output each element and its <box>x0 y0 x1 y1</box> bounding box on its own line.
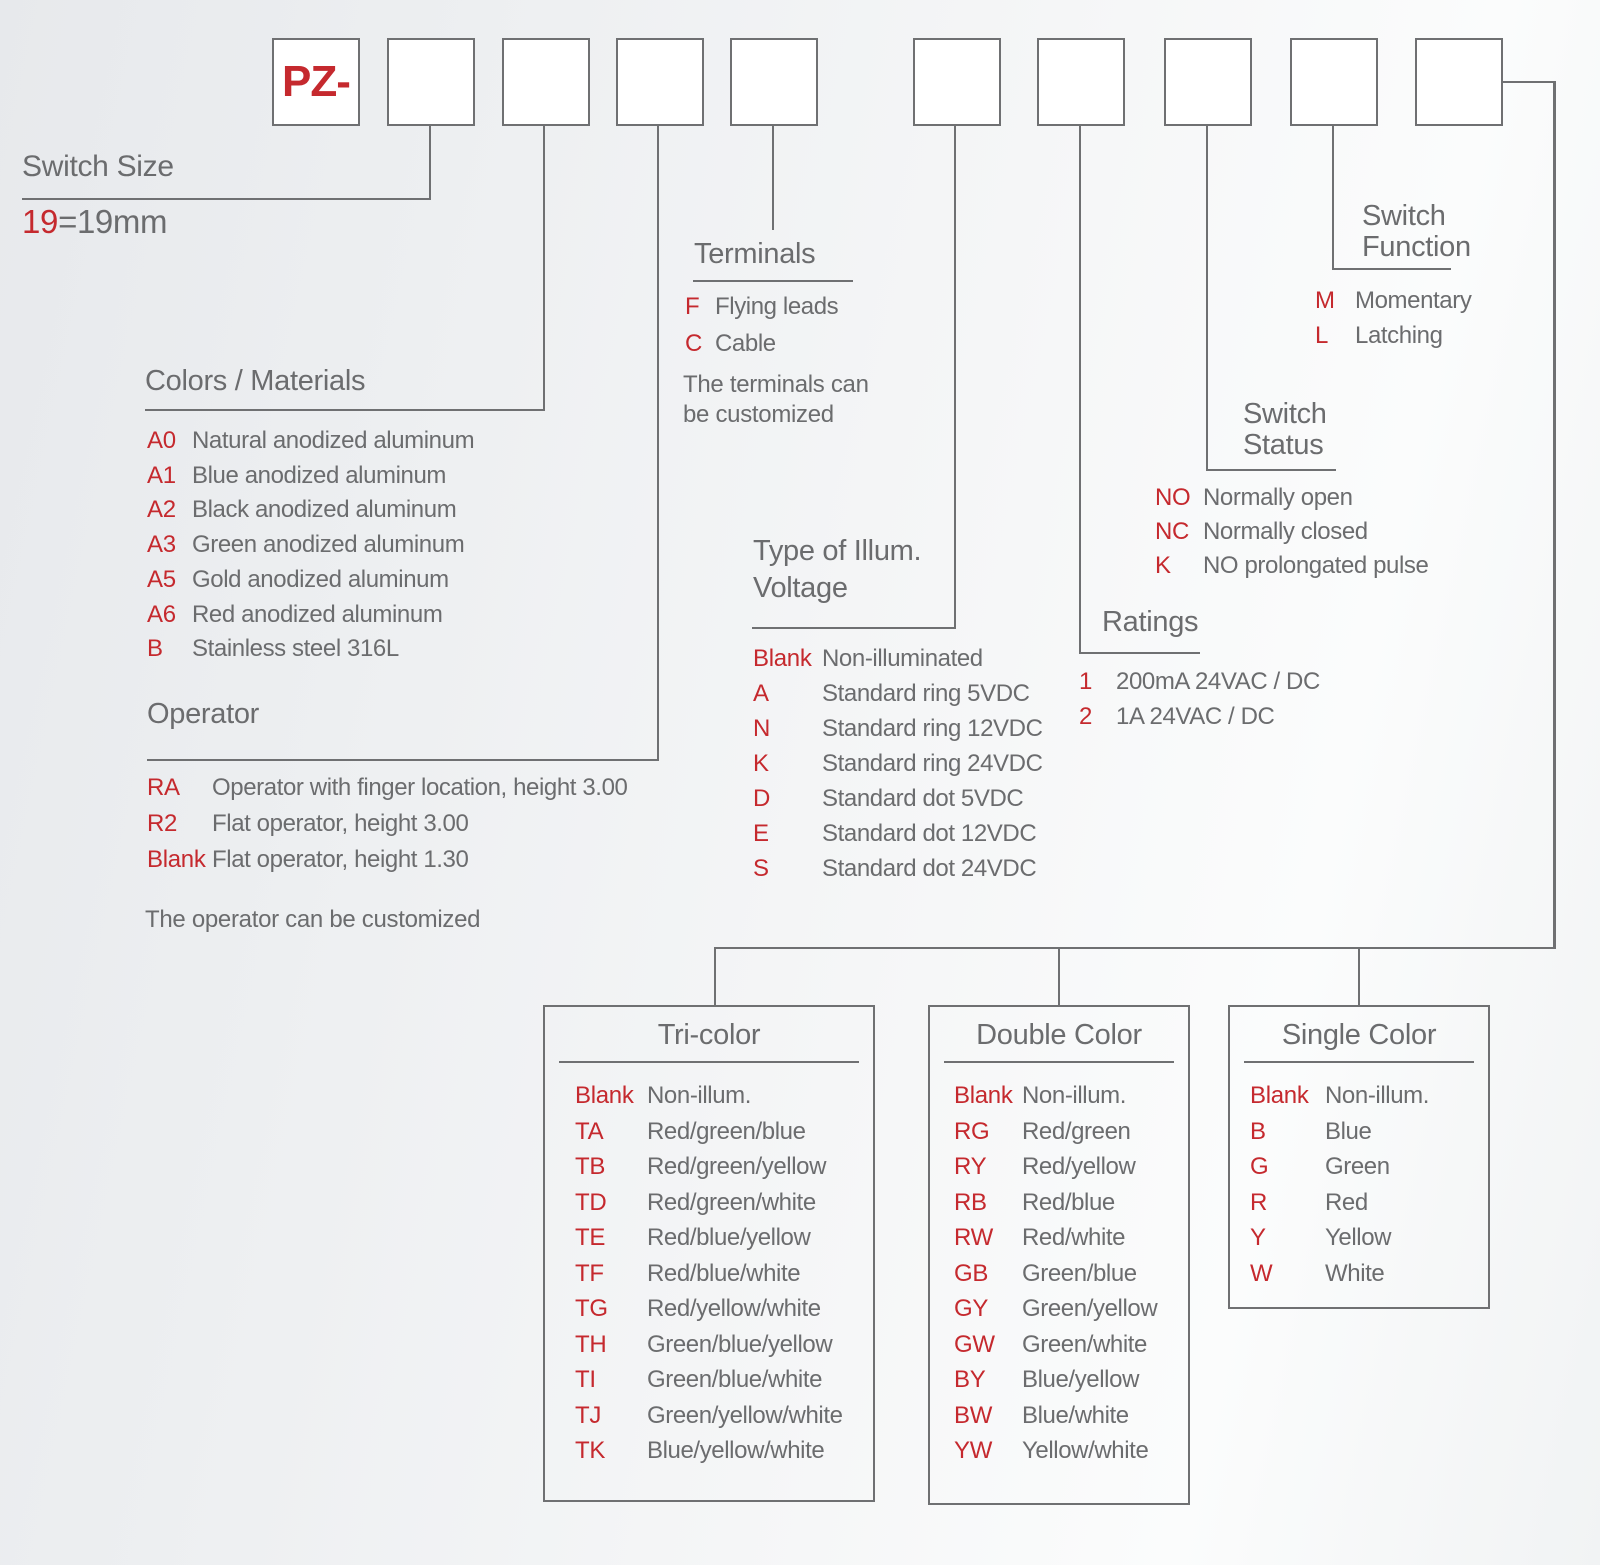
illum-voltage-title-line2: Voltage <box>753 572 848 604</box>
part-code-box-switch-status <box>1164 38 1252 126</box>
list-item <box>1250 1114 1488 1150</box>
part-code-box-switch-function <box>1290 38 1378 126</box>
part-prefix-box <box>272 38 360 126</box>
code-description: Red/blue/yellow <box>647 1224 811 1251</box>
list-item <box>954 1149 1188 1185</box>
list-item <box>147 632 474 667</box>
list-item <box>1250 1185 1488 1221</box>
list-item <box>1250 1149 1488 1185</box>
terminals-title: Terminals <box>694 238 816 270</box>
list-item <box>575 1078 873 1114</box>
illum-voltage-title-line1: Type of Illum. <box>753 535 922 567</box>
code-description: Yellow <box>1325 1224 1392 1251</box>
connector-line <box>1058 947 1060 1007</box>
code: RB <box>954 1188 987 1216</box>
code: TI <box>575 1366 596 1393</box>
code: K <box>753 750 769 777</box>
code-description: 200mA 24VAC / DC <box>1116 668 1320 695</box>
ratings-title: Ratings <box>1102 606 1199 638</box>
code-description: Red/green/white <box>647 1188 816 1216</box>
list-item <box>147 598 474 633</box>
list-item <box>147 563 474 598</box>
title-rule <box>559 1061 859 1063</box>
code: GB <box>954 1259 989 1287</box>
code: K <box>1155 552 1171 579</box>
code: W <box>1250 1259 1273 1287</box>
code-description: Stainless steel 316L <box>192 635 399 663</box>
list-item <box>1079 664 1320 699</box>
code-description: Cable <box>715 330 776 357</box>
code: A0 <box>147 427 176 454</box>
code-description: Normally closed <box>1203 518 1368 545</box>
code: NO <box>1155 484 1191 511</box>
code: Blank <box>575 1082 634 1109</box>
code: A3 <box>147 531 176 559</box>
list-item <box>575 1327 873 1363</box>
switch-function-title <box>1362 201 1471 263</box>
code: TB <box>575 1153 606 1180</box>
code-description: Blue/yellow <box>1022 1366 1139 1393</box>
terminals-note-line1: The terminals can <box>683 371 869 398</box>
code-description: Standard dot 12VDC <box>822 820 1037 847</box>
code-description: Green/blue/white <box>647 1366 823 1393</box>
code: S <box>753 855 769 882</box>
code-description: Momentary <box>1355 287 1472 314</box>
code-description: Red/yellow <box>1022 1153 1136 1180</box>
list-item <box>954 1114 1188 1150</box>
list-item <box>147 528 474 563</box>
code-description: Standard ring 5VDC <box>822 680 1030 707</box>
switch-status-title <box>1243 399 1327 461</box>
list-item <box>685 288 838 325</box>
double-color-title: Double Color <box>976 1019 1142 1051</box>
list-item <box>575 1433 873 1469</box>
part-code-box-illum-voltage <box>913 38 1001 126</box>
connector-line <box>1206 126 1208 471</box>
code-description: Non-illum. <box>647 1082 752 1109</box>
code: B <box>147 635 163 663</box>
code-description: Standard dot 5VDC <box>822 785 1024 812</box>
list-item <box>1079 699 1320 734</box>
double-color-panel <box>928 1005 1190 1505</box>
code-description: Operator with finger location, height 3.00 <box>212 774 628 801</box>
list-item <box>1250 1256 1488 1292</box>
code-description: Black anodized aluminum <box>192 496 457 524</box>
single-color-list <box>1230 1078 1488 1291</box>
list-item <box>147 806 627 842</box>
list-item <box>753 641 1043 676</box>
code: TH <box>575 1330 607 1358</box>
colors-materials-title: Colors / Materials <box>145 365 366 397</box>
connector-line <box>145 409 545 411</box>
code-description: Standard ring 24VDC <box>822 750 1043 777</box>
code-description: Non-illum. <box>1022 1082 1127 1109</box>
part-code-box-operator <box>616 38 704 126</box>
code: GY <box>954 1295 989 1322</box>
code: B <box>1250 1117 1266 1145</box>
code-description: Green/white <box>1022 1330 1147 1358</box>
code-description: Blue/white <box>1022 1401 1129 1429</box>
terminals-note <box>683 370 869 429</box>
list-item <box>1155 549 1429 583</box>
switch-size-title: Switch Size <box>22 150 174 183</box>
code: TJ <box>575 1401 602 1429</box>
code-description: Red/green <box>1022 1117 1131 1145</box>
connector-line <box>752 627 956 629</box>
part-code-box-led-color <box>1415 38 1503 126</box>
code: Blank <box>753 645 812 672</box>
code: TG <box>575 1295 608 1322</box>
list-item <box>753 746 1043 781</box>
code-description: Flat operator, height 1.30 <box>212 846 469 873</box>
switch-size-desc: =19mm <box>58 203 168 240</box>
code: BW <box>954 1401 993 1429</box>
code-description: Latching <box>1355 322 1443 349</box>
code: RW <box>954 1224 993 1251</box>
code: A5 <box>147 565 176 593</box>
list-item <box>954 1185 1188 1221</box>
connector-line <box>1206 469 1336 471</box>
code-description: Red anodized aluminum <box>192 600 443 628</box>
switch-function-title-line1: Switch <box>1362 200 1446 232</box>
list-item <box>1155 481 1429 515</box>
code: M <box>1315 287 1335 314</box>
code: N <box>753 715 771 742</box>
connector-line <box>1332 268 1451 270</box>
colors-materials-list <box>147 424 474 667</box>
code: TK <box>575 1437 606 1464</box>
code-description: Green/blue/yellow <box>647 1330 833 1358</box>
code: 1 <box>1079 668 1093 695</box>
list-item <box>147 424 474 459</box>
code-description: Blue/yellow/white <box>647 1437 825 1464</box>
list-item <box>575 1256 873 1292</box>
connector-line <box>543 126 545 411</box>
code-description: Green/yellow/white <box>647 1401 843 1429</box>
list-item <box>147 842 627 878</box>
code-description: Yellow/white <box>1022 1437 1149 1464</box>
code-description: Red/blue <box>1022 1188 1115 1216</box>
list-item <box>954 1327 1188 1363</box>
code: R <box>1250 1188 1268 1216</box>
code: TA <box>575 1117 604 1145</box>
code-description: Non-illuminated <box>822 645 983 672</box>
title-rule <box>1244 1061 1474 1063</box>
list-item <box>147 493 474 528</box>
code-description: Standard dot 24VDC <box>822 855 1037 882</box>
connector-line <box>1502 81 1555 83</box>
switch-status-list <box>1155 481 1429 583</box>
switch-status-title-line2: Status <box>1243 429 1324 461</box>
code: Blank <box>1250 1082 1309 1109</box>
code-description: Standard ring 12VDC <box>822 715 1043 742</box>
terminals-note-line2: be customized <box>683 400 834 428</box>
code-description: Red/green/blue <box>647 1117 806 1145</box>
part-code-box-color-material <box>502 38 590 126</box>
code: TD <box>575 1188 607 1216</box>
code: D <box>753 785 771 812</box>
code: TF <box>575 1259 604 1287</box>
connector-line <box>657 126 659 761</box>
code: 2 <box>1079 703 1093 730</box>
double-color-list <box>930 1078 1188 1469</box>
connector-line <box>714 947 1556 949</box>
code-description: Non-illum. <box>1325 1082 1430 1109</box>
code: C <box>685 330 703 357</box>
code: GW <box>954 1330 995 1358</box>
code-description: Green anodized aluminum <box>192 531 465 559</box>
code-description: Green/yellow <box>1022 1295 1158 1322</box>
list-item <box>954 1433 1188 1469</box>
operator-note: The operator can be customized <box>145 906 481 933</box>
code-description: Green <box>1325 1153 1390 1180</box>
tri-color-list <box>545 1078 873 1469</box>
connector-line <box>22 198 431 200</box>
code-description: White <box>1325 1259 1385 1287</box>
connector-line <box>1358 947 1360 1007</box>
switch-function-list <box>1315 283 1471 353</box>
list-item <box>1155 515 1429 549</box>
ratings-list <box>1079 664 1320 734</box>
single-color-panel <box>1228 1005 1490 1309</box>
code: Blank <box>954 1082 1013 1109</box>
list-item <box>575 1291 873 1327</box>
code: RY <box>954 1153 987 1180</box>
code: A <box>753 680 769 707</box>
code-description: NO prolongated pulse <box>1203 552 1429 579</box>
code-description: Flying leads <box>715 293 839 320</box>
code-description: Flat operator, height 3.00 <box>212 810 469 837</box>
list-item <box>954 1291 1188 1327</box>
connector-line <box>714 947 716 1007</box>
connector-line <box>147 759 659 761</box>
code: YW <box>954 1437 993 1464</box>
code-description: Red <box>1325 1188 1368 1216</box>
part-code-box-size <box>387 38 475 126</box>
illum-voltage-list <box>753 641 1043 886</box>
title-rule <box>944 1061 1174 1063</box>
list-item <box>1250 1078 1488 1114</box>
code: R2 <box>147 810 178 837</box>
list-item <box>575 1185 873 1221</box>
code-description: Green/blue <box>1022 1259 1137 1287</box>
list-item <box>147 770 627 806</box>
code: A1 <box>147 461 176 489</box>
code-description: Natural anodized aluminum <box>192 427 475 454</box>
switch-status-title-line1: Switch <box>1243 398 1327 430</box>
code-description: Normally open <box>1203 484 1353 511</box>
list-item <box>575 1114 873 1150</box>
part-code-box-ratings <box>1037 38 1125 126</box>
code: G <box>1250 1153 1269 1180</box>
list-item <box>954 1398 1188 1434</box>
single-color-title: Single Color <box>1281 1019 1437 1051</box>
connector-line <box>954 126 956 629</box>
connector-line <box>693 280 853 282</box>
code: BY <box>954 1366 986 1393</box>
code-description: Red/blue/white <box>647 1259 801 1287</box>
tri-color-title: Tri-color <box>657 1019 761 1051</box>
connector-line <box>1079 652 1200 654</box>
list-item <box>753 781 1043 816</box>
operator-list <box>147 770 627 878</box>
operator-title: Operator <box>147 698 260 730</box>
code-description: Blue <box>1325 1117 1372 1145</box>
tri-color-panel <box>543 1005 875 1502</box>
code: A6 <box>147 600 176 628</box>
code-description: 1A 24VAC / DC <box>1116 703 1275 730</box>
list-item <box>1315 318 1471 353</box>
list-item <box>954 1362 1188 1398</box>
code: F <box>685 293 700 320</box>
code-description: Red/yellow/white <box>647 1295 821 1322</box>
code: Y <box>1250 1224 1266 1251</box>
switch-size-value <box>22 203 167 241</box>
code-description: Blue anodized aluminum <box>192 461 447 489</box>
list-item <box>753 816 1043 851</box>
code-description: Red/green/yellow <box>647 1153 827 1180</box>
connector-line <box>1079 126 1081 654</box>
code: TE <box>575 1224 606 1251</box>
code: A2 <box>147 496 176 524</box>
code: NC <box>1155 518 1190 545</box>
code: E <box>753 820 769 847</box>
list-item <box>1250 1220 1488 1256</box>
list-item <box>575 1220 873 1256</box>
connector-line <box>772 126 774 230</box>
list-item <box>753 676 1043 711</box>
terminals-list <box>685 288 838 362</box>
connector-line <box>1332 126 1334 270</box>
list-item <box>685 325 838 362</box>
part-prefix: PZ- <box>282 57 350 106</box>
list-item <box>954 1078 1188 1114</box>
list-item <box>954 1220 1188 1256</box>
list-item <box>753 711 1043 746</box>
code: L <box>1315 322 1329 349</box>
switch-size-code: 19 <box>22 203 59 240</box>
code: RG <box>954 1117 990 1145</box>
list-item <box>575 1149 873 1185</box>
illum-voltage-title <box>753 533 921 607</box>
list-item <box>753 851 1043 886</box>
switch-function-title-line2: Function <box>1362 231 1471 263</box>
code: Blank <box>147 846 206 873</box>
code-description: Red/white <box>1022 1224 1126 1251</box>
code: RA <box>147 774 180 801</box>
connector-line <box>1553 81 1556 949</box>
list-item <box>575 1398 873 1434</box>
connector-line <box>429 126 431 200</box>
list-item <box>575 1362 873 1398</box>
list-item <box>954 1256 1188 1292</box>
code-description: Gold anodized aluminum <box>192 565 449 593</box>
list-item <box>147 459 474 494</box>
part-code-box-terminals <box>730 38 818 126</box>
list-item <box>1315 283 1471 318</box>
